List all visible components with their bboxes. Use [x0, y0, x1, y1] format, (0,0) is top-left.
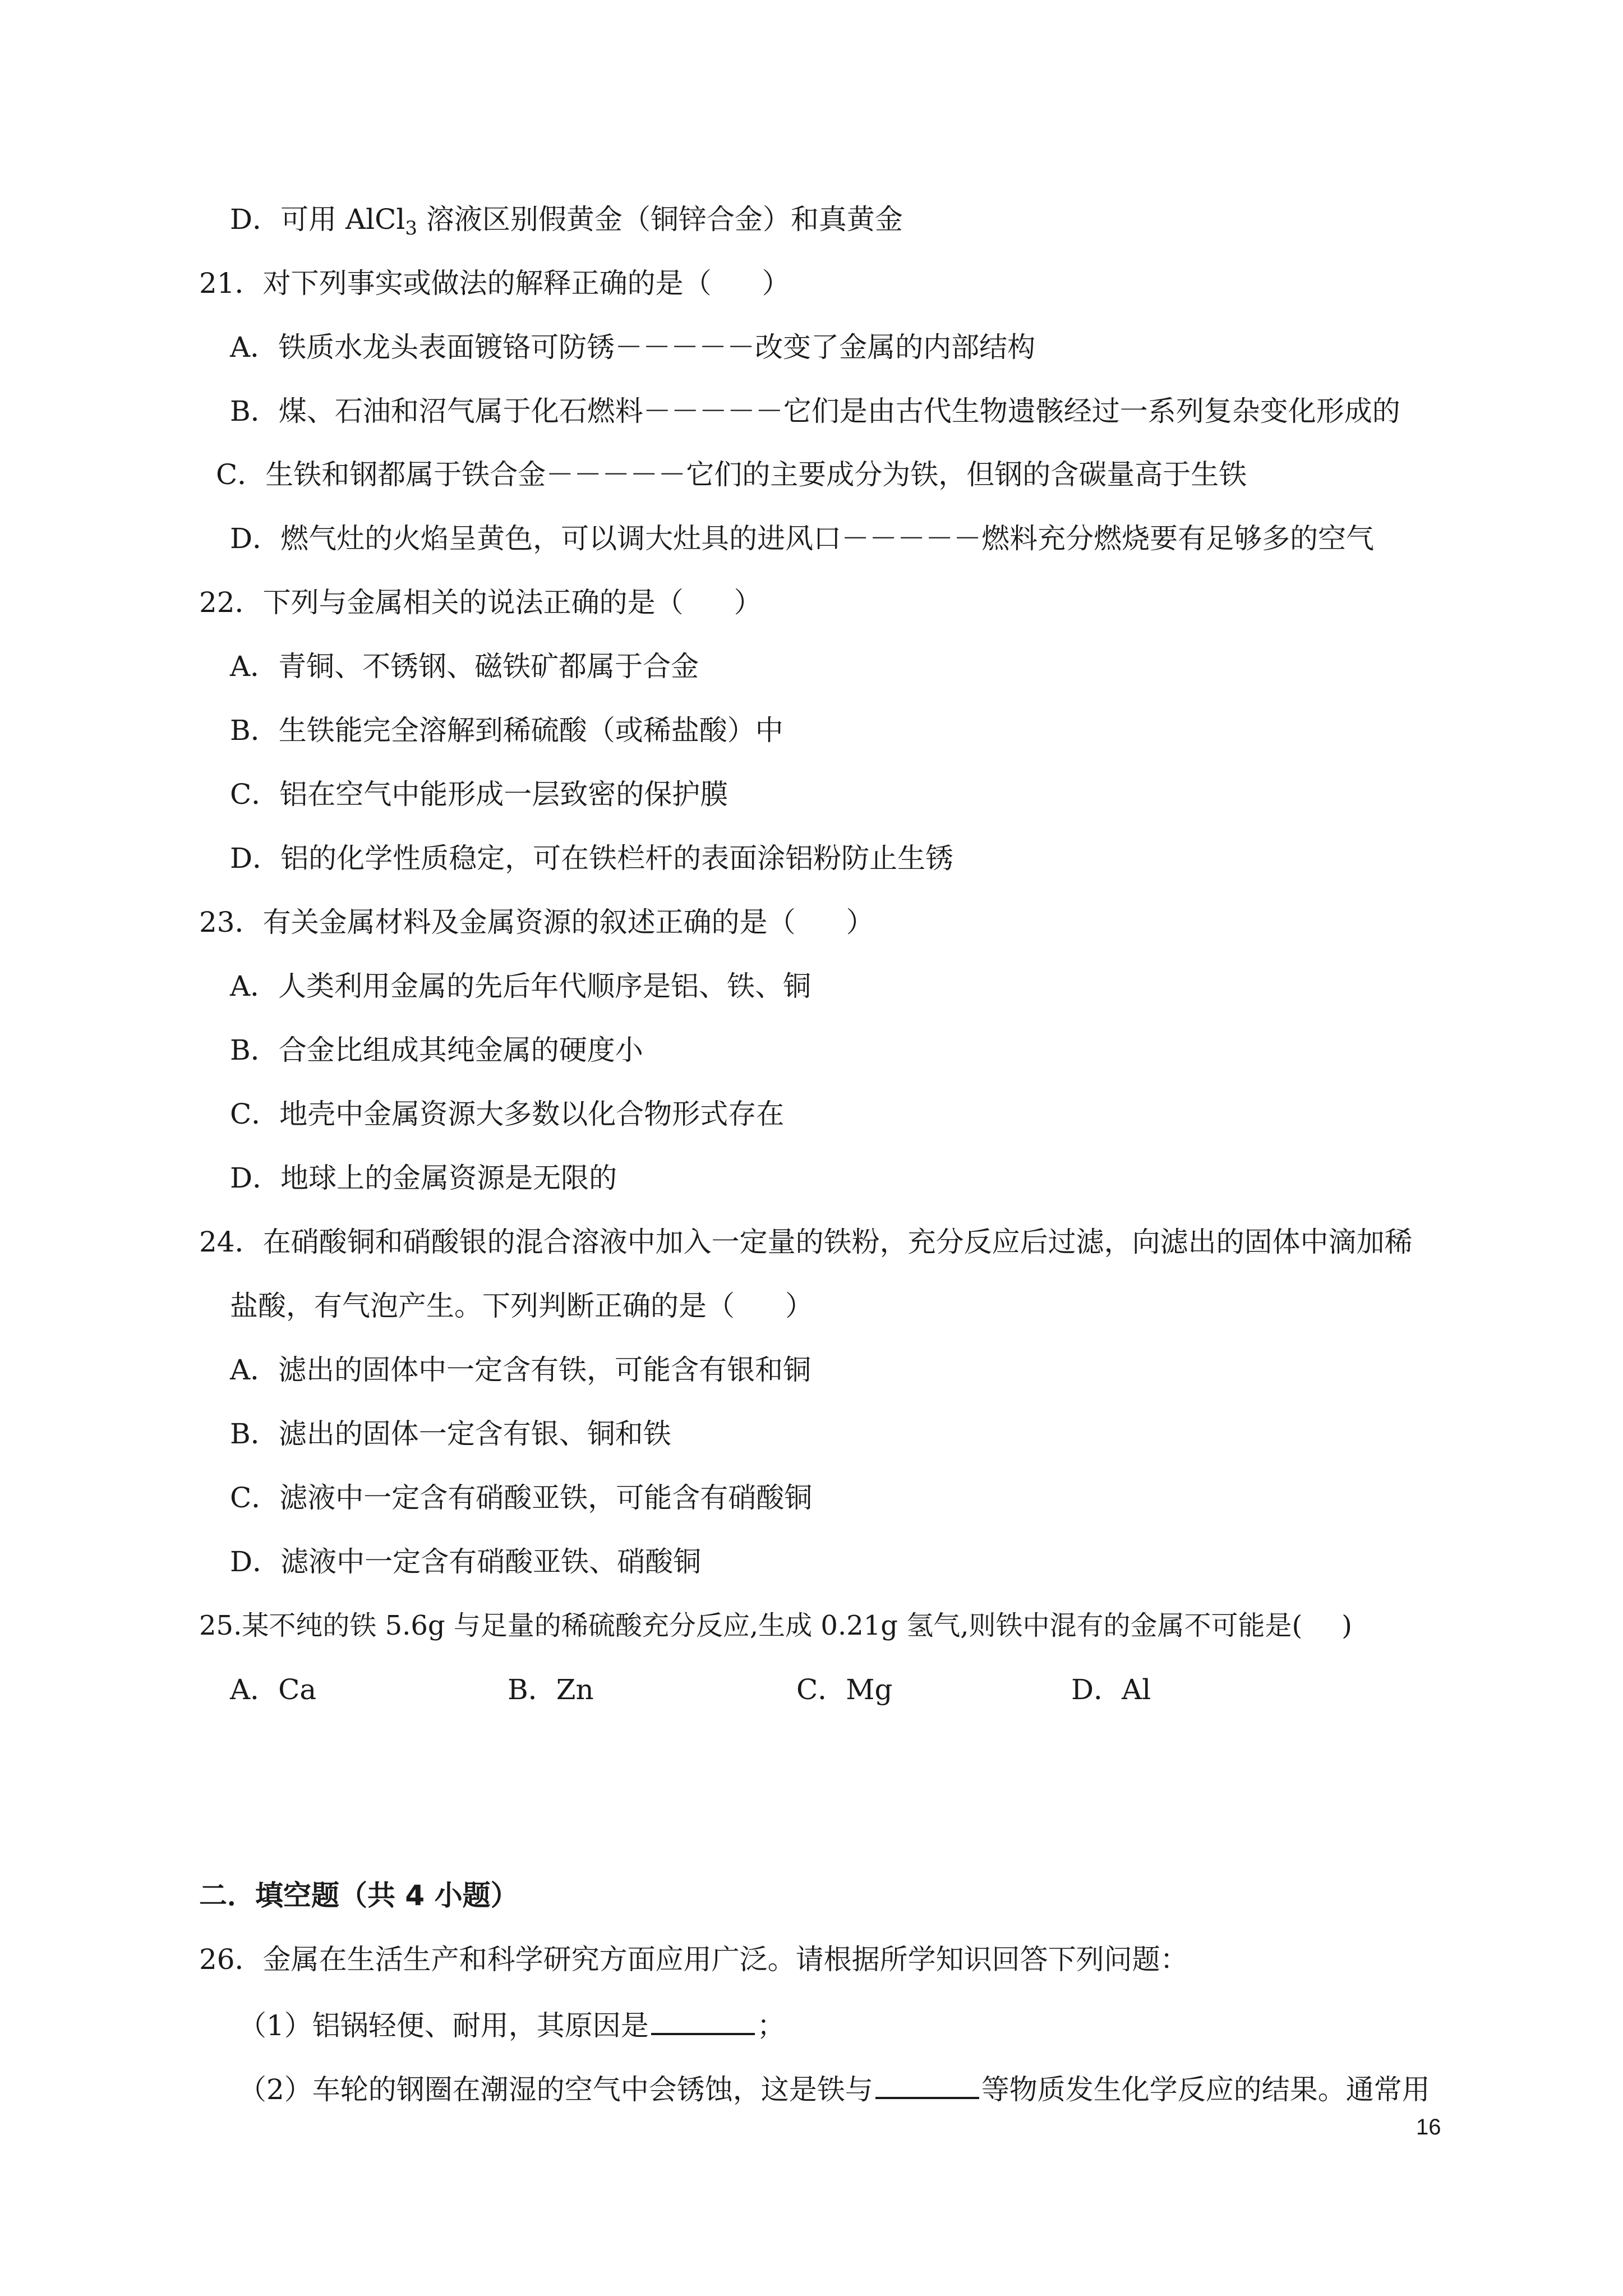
q26-sub2: [238, 2070, 1430, 2107]
q23-option-a: A．人类利用金属的先后年代顺序是铝、铁、铜: [230, 970, 811, 1002]
page-number: 16: [1416, 2115, 1441, 2139]
q24-option-b: B．滤出的固体一定含有银、铜和铁: [230, 1418, 671, 1450]
q25-stem: [199, 1608, 1352, 1643]
q24-option-a: A．滤出的固体中一定含有铁，可能含有银和铜: [230, 1354, 811, 1386]
q25-option-a: A．Ca: [230, 1673, 317, 1706]
q23-stem-text: 23．有关金属材料及金属资源的叙述正确的是（: [199, 906, 796, 938]
q24-option-c: C．滤液中一定含有硝酸亚铁，可能含有硝酸铜: [230, 1481, 813, 1514]
q22-stem-paren: ）: [734, 586, 762, 619]
q20-option-d-pre: D．可用 AlCl: [230, 203, 405, 236]
q20-option-d-post: 溶液区别假黄金（铜锌合金）和真黄金: [417, 203, 903, 236]
q26-sub2-text: （2）车轮的钢圈在潮湿的空气中会锈蚀，这是铁与: [238, 2073, 873, 2106]
q21-option-d: D．燃气灶的火焰呈黄色，可以调大灶具的进风口－－－－－燃料充分燃烧要有足够多的空气: [230, 522, 1375, 555]
q26-stem: 26．金属在生活生产和科学研究方面应用广泛。请根据所学知识回答下列问题：: [199, 1943, 1188, 1976]
q23-option-c: C．地壳中金属资源大多数以化合物形式存在: [230, 1098, 785, 1130]
q25-option-c: C．Mg: [796, 1673, 893, 1706]
q26-sub2-blank[interactable]: [875, 2070, 979, 2099]
q25-option-d: D．Al: [1071, 1673, 1151, 1706]
q26-sub1-blank[interactable]: [651, 2006, 755, 2035]
q21-stem-text: 21．对下列事实或做法的解释正确的是（: [199, 267, 712, 300]
q24-option-d: D．滤液中一定含有硝酸亚铁、硝酸铜: [230, 1545, 702, 1578]
q22-option-d: D．铝的化学性质稳定，可在铁栏杆的表面涂铝粉防止生锈: [230, 842, 954, 875]
q26-sub1-text: （1）铝锅轻便、耐用，其原因是: [238, 2009, 649, 2042]
q24-stem-line2: [230, 1289, 813, 1323]
q26-sub1: [238, 2006, 785, 2043]
q24-stem-paren: ）: [785, 1290, 813, 1322]
q22-option-a: A．青铜、不锈钢、磁铁矿都属于合金: [230, 650, 699, 683]
q25-stem-paren: ): [1341, 1610, 1353, 1641]
q21-option-a: A．铁质水龙头表面镀铬可防锈－－－－－改变了金属的内部结构: [230, 331, 1036, 364]
q24-stem-line1: 24．在硝酸铜和硝酸银的混合溶液中加入一定量的铁粉，充分反应后过滤，向滤出的固体中滴加稀: [199, 1226, 1413, 1258]
q26-sub2-end: 等物质发生化学反应的结果。通常用: [981, 2073, 1430, 2106]
q23-stem: [199, 905, 874, 940]
q25-option-b: B．Zn: [508, 1673, 594, 1706]
q20-option-d-subscript: 3: [405, 217, 417, 240]
q24-stem-text: 盐酸，有气泡产生。下列判断正确的是（: [230, 1290, 735, 1322]
q23-stem-paren: ）: [846, 906, 874, 938]
q20-option-d: [230, 202, 903, 240]
q26-sub1-end: ；: [757, 2009, 785, 2042]
q25-stem-text: 25.某不纯的铁 5.6g 与足量的稀硫酸充分反应,生成 0.21g 氢气,则铁中混有的金属不可能是(: [199, 1610, 1303, 1641]
q21-stem: [199, 266, 790, 301]
q22-stem: [199, 585, 762, 620]
q21-stem-paren: ）: [762, 267, 790, 300]
q22-option-c: C．铝在空气中能形成一层致密的保护膜: [230, 778, 728, 811]
q22-stem-text: 22．下列与金属相关的说法正确的是（: [199, 586, 684, 619]
q21-option-c: C．生铁和钢都属于铁合金－－－－－它们的主要成分为铁，但钢的含碳量高于生铁: [216, 458, 1247, 491]
q23-option-b: B．合金比组成其纯金属的硬度小: [230, 1034, 643, 1066]
q23-option-d: D．地球上的金属资源是无限的: [230, 1162, 617, 1194]
q21-option-b: B．煤、石油和沼气属于化石燃料－－－－－它们是由古代生物遗骸经过一系列复杂变化形成的: [230, 395, 1400, 427]
section-title: 二．填空题（共 4 小题）: [199, 1879, 519, 1912]
q22-option-b: B．生铁能完全溶解到稀硫酸（或稀盐酸）中: [230, 714, 783, 747]
